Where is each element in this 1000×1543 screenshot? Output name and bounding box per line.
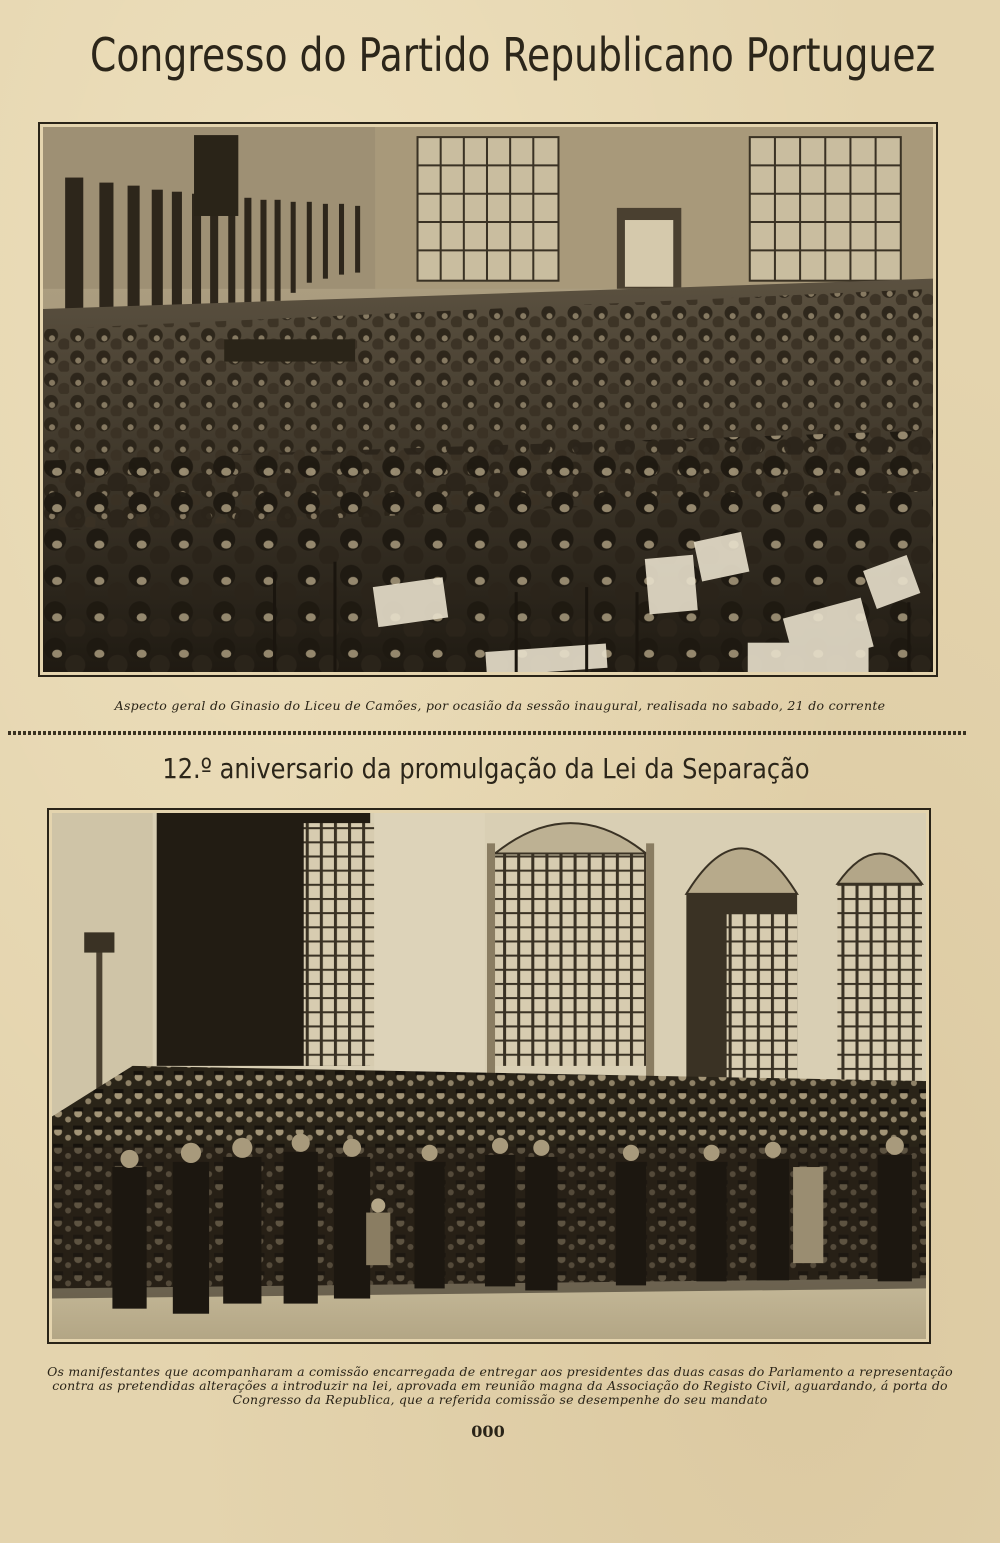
photo-demonstrators [52, 813, 926, 1339]
photo-demonstrators-frame [47, 808, 931, 1344]
photo-congress-caption: Aspecto geral do Ginasio do Liceu de Camões, por ocasião da sessão inaugural, realisada no sabado, 21 do corrente [114, 698, 886, 713]
photo-congress-assembly [43, 127, 933, 672]
page-title: Congresso do Partido Republicano Portuguez [90, 28, 936, 82]
photo-congress-image [43, 127, 933, 672]
photo-demonstrators-image [52, 813, 926, 1339]
dotted-divider [8, 731, 966, 735]
section-title: 12.º aniversario da promulgação da Lei da Separação [162, 752, 810, 785]
photo-demonstrators-caption: Os manifestantes que acompanharam a comissão encarregada de entregar aos presidentes das duas casas do Parlamento a representação contra as pretendidas alterações a introduzir na lei, aprovada em reunião magna da Associação do Registo Civil, aguardando, á porta do Congresso da Republica, que a referida comissão se desempenhe do seu mandato [47, 1364, 953, 1407]
page-number: 000 [471, 1422, 505, 1441]
photo-congress-frame [38, 122, 938, 677]
